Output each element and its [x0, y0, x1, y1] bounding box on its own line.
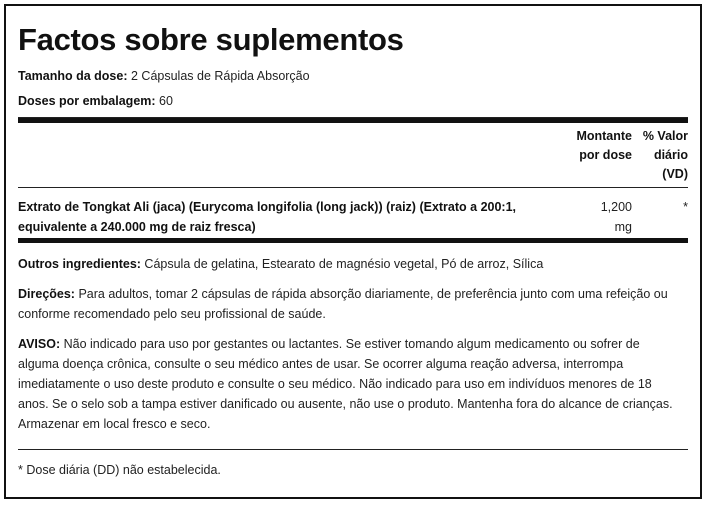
- divider-footnote: [18, 449, 688, 450]
- ingredient-amount-value: 1,200: [600, 200, 632, 214]
- directions-label: Direções:: [18, 287, 75, 301]
- servings-value: 60: [159, 94, 173, 108]
- ingredient-name-line2: equivalente a 240.000 mg de raiz fresca): [18, 220, 256, 234]
- panel-title: Factos sobre suplementos: [18, 22, 404, 57]
- other-ingredients: [18, 254, 688, 274]
- amount-header-line1: Montante: [576, 129, 632, 143]
- warning-line2: alguma doença crônica, consulte o seu médico antes de usar. Se ocorrer alguma reação adversa, interrompa: [18, 357, 624, 371]
- warning-line1: Não indicado para uso por gestantes ou lactantes. Se estiver tomando algum medicamento ou sofrer de: [63, 337, 640, 351]
- directions-line1: Para adultos, tomar 2 cápsulas de rápida absorção diariamente, de preferência junto com uma refeição ou: [78, 287, 668, 301]
- dv-header-line3: (VD): [662, 167, 688, 181]
- warning-label: AVISO:: [18, 337, 61, 351]
- other-ingredients-label: Outros ingredientes:: [18, 257, 141, 271]
- amount-header-line2: por dose: [579, 148, 632, 162]
- footnote: * Dose diária (DD) não estabelecida.: [18, 463, 221, 477]
- serving-size-row: [18, 68, 688, 84]
- table-header: [18, 123, 688, 187]
- other-ingredients-text: Cápsula de gelatina, Estearato de magnésio vegetal, Pó de arroz, Sílica: [144, 257, 544, 271]
- directions: [18, 284, 688, 324]
- supplement-facts-panel: [4, 4, 702, 499]
- serving-size-label: Tamanho da dose:: [18, 69, 128, 83]
- directions-line2: conforme recomendado pelo seu profissional de saúde.: [18, 307, 326, 321]
- ingredient-name-line1: Extrato de Tongkat Ali (jaca) (Eurycoma longifolia (long jack)) (raiz) (Extrato a 200:1,: [18, 200, 517, 214]
- ingredient-name: [18, 197, 574, 237]
- warning-line4: anos. Se o selo sob a tampa estiver danificado ou ausente, não use o produto. Mantenha fora do alcance de crianças.: [18, 397, 673, 411]
- divider-thick-bottom: [18, 238, 688, 243]
- serving-size-value: 2 Cápsulas de Rápida Absorção: [131, 69, 310, 83]
- ingredient-amount-unit: mg: [614, 220, 632, 234]
- warning-line5: Armazenar em local fresco e seco.: [18, 417, 211, 431]
- dv-header-line2: diário: [653, 148, 688, 162]
- ingredient-amount: [574, 197, 632, 237]
- amount-per-serving-header: [574, 127, 632, 187]
- daily-value-header: [632, 127, 688, 187]
- dv-header-line1: % Valor: [642, 129, 688, 143]
- warning: [18, 334, 688, 434]
- table-row: [18, 188, 688, 238]
- servings-label: Doses por embalagem:: [18, 94, 156, 108]
- servings-per-container-row: [18, 93, 688, 109]
- warning-line3: imediatamente o uso deste produto e consulte o seu médico. Não indicado para uso em indivíduos menores de 18: [18, 377, 652, 391]
- ingredient-daily-value: *: [683, 200, 688, 214]
